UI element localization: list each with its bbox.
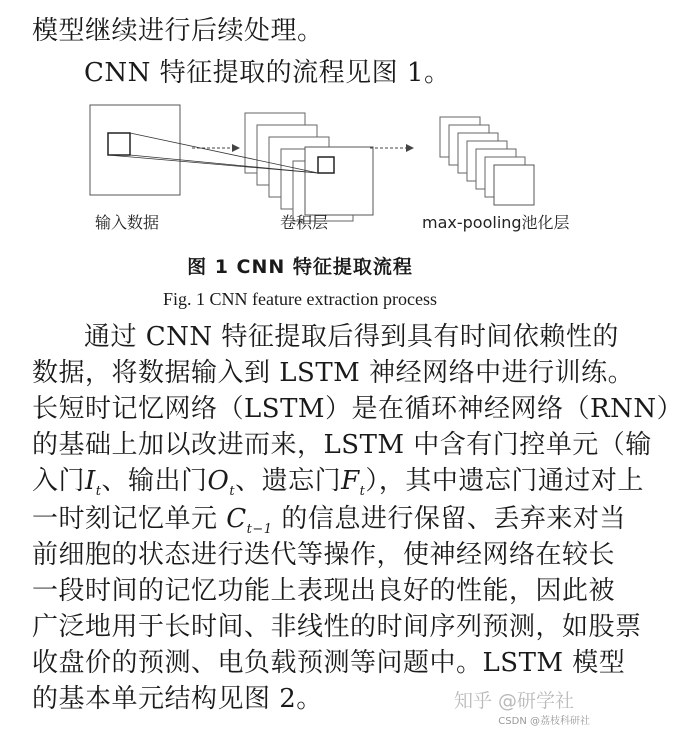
pool-map-front <box>494 165 534 205</box>
csdn-watermark: CSDN @荔枝科研社 <box>498 716 590 727</box>
var-input-gate: $I_t$ <box>85 466 102 500</box>
var-forget-gate: $F_t$ <box>341 466 366 500</box>
text-segment: 入门 <box>32 466 86 496</box>
text-segment: 一时刻记忆单元 <box>32 504 227 534</box>
text-line: 长短时记忆网络（LSTM）是在循环神经网络（RNN） <box>32 394 683 424</box>
text-line: 收盘价的预测、电负载预测等问题中。LSTM 模型 <box>32 648 626 678</box>
text-line: 一段时间的记忆功能上表现出良好的性能，因此被 <box>32 576 616 606</box>
cnn-flow-figure <box>0 95 600 240</box>
label-input-data: 输入数据 <box>95 213 160 232</box>
text-segment: 、遗忘门 <box>235 466 342 496</box>
text-line: 广泛地用于长时间、非线性的时间序列预测，如股票 <box>32 612 642 642</box>
figure-caption-zh: 图 1 CNN 特征提取流程 <box>187 256 413 278</box>
text-line: 的基础上加以改进而来，LSTM 中含有门控单元（输 <box>32 430 652 460</box>
label-pool-layer: max-pooling池化层 <box>422 213 570 232</box>
text-segment: 的信息进行保留、丢弃来对当 <box>272 504 626 534</box>
zhihu-watermark: 知乎 @研学社 <box>453 690 574 712</box>
arrow-2-head <box>406 144 414 152</box>
text-line: 通过 CNN 特征提取后得到具有时间依赖性的 <box>84 322 619 352</box>
text-line: 前细胞的状态进行迭代等操作，使神经网络在较长 <box>32 540 616 570</box>
figure-caption-en: Fig. 1 CNN feature extraction process <box>163 289 437 309</box>
text-line: 数据，将数据输入到 LSTM 神经网络中进行训练。 <box>32 358 635 388</box>
arrow-1-head <box>232 144 240 152</box>
text-segment: 、输出门 <box>101 466 208 496</box>
text-segment: ），其中遗忘门通过对上 <box>365 466 644 496</box>
input-data-box <box>90 105 180 195</box>
label-conv-layer: 卷积层 <box>280 213 329 232</box>
text-line: CNN 特征提取的流程见图 1。 <box>84 58 451 88</box>
text-line: 的基本单元结构见图 2。 <box>32 684 323 714</box>
var-output-gate: $O_t$ <box>207 466 236 500</box>
conv-feature-map-front <box>305 147 373 215</box>
text-line: 模型继续进行后续处理。 <box>32 16 324 46</box>
var-cell-state: $C_{t-1}$ <box>226 504 273 538</box>
